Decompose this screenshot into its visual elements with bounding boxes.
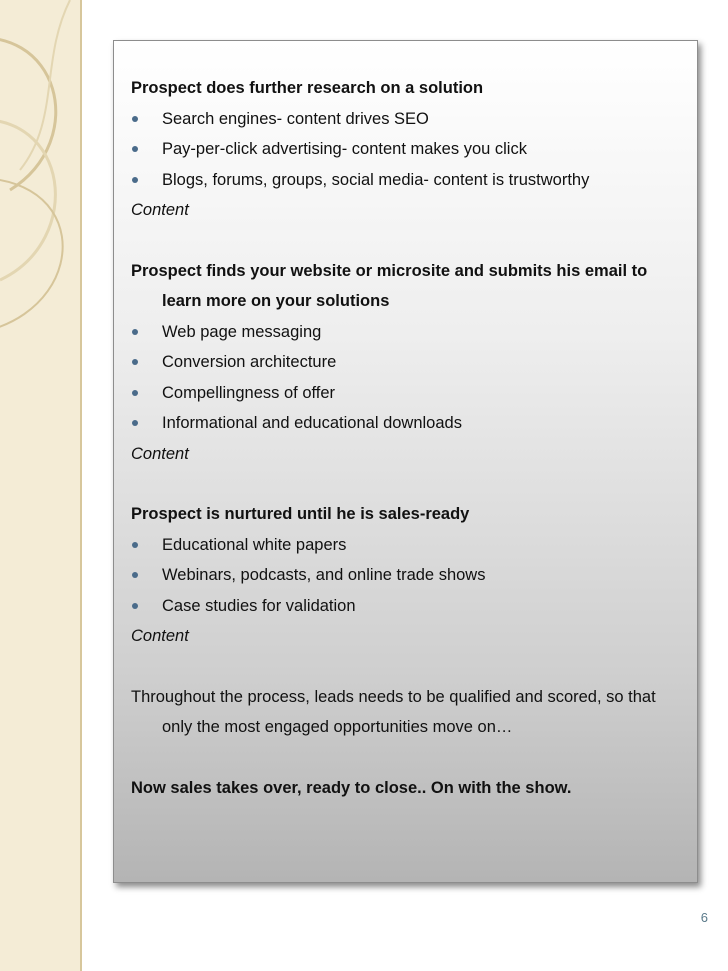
decorative-side-band <box>0 0 82 971</box>
process-paragraph: Throughout the process, leads needs to be qualified and scored, so that only the most engaged opportunities move on… <box>131 687 656 736</box>
bullet-item: Webinars, podcasts, and online trade shows <box>131 560 681 591</box>
bullet-item: Search engines- content drives SEO <box>131 104 681 135</box>
bullet-item: Informational and educational downloads <box>131 408 681 439</box>
closing-statement: Now sales takes over, ready to close.. On with the show. <box>131 778 572 797</box>
bullet-item: Web page messaging <box>131 317 681 348</box>
section-3-content-label: Content <box>131 627 189 645</box>
decorative-swirl-graphic <box>0 0 80 971</box>
section-1-heading: Prospect does further research on a solution <box>131 79 484 97</box>
section-2-content-label: Content <box>131 444 189 463</box>
section-3-bullet-list <box>131 530 681 622</box>
section-1-bullet-list <box>131 104 681 196</box>
bullet-item: Conversion architecture <box>131 347 681 378</box>
section-2-bullet-list <box>131 317 681 439</box>
bullet-item: Case studies for validation <box>131 591 681 622</box>
spacer <box>131 226 681 256</box>
spacer <box>131 652 681 682</box>
spacer <box>131 743 681 773</box>
section-1-content-label: Content <box>131 201 189 219</box>
spacer <box>131 469 681 499</box>
bullet-item: Compellingness of offer <box>131 378 681 409</box>
page-number: 6 <box>700 910 708 925</box>
section-3-heading: Prospect is nurtured until he is sales-ready <box>131 505 470 523</box>
bullet-item: Blogs, forums, groups, social media- content is trustworthy <box>131 165 681 196</box>
bullet-item: Educational white papers <box>131 530 681 561</box>
slide-content-box <box>113 40 698 883</box>
section-2-heading: Prospect finds your website or microsite and submits his email to learn more on your solutions <box>131 261 648 310</box>
bullet-item: Pay-per-click advertising- content makes you click <box>131 134 681 165</box>
